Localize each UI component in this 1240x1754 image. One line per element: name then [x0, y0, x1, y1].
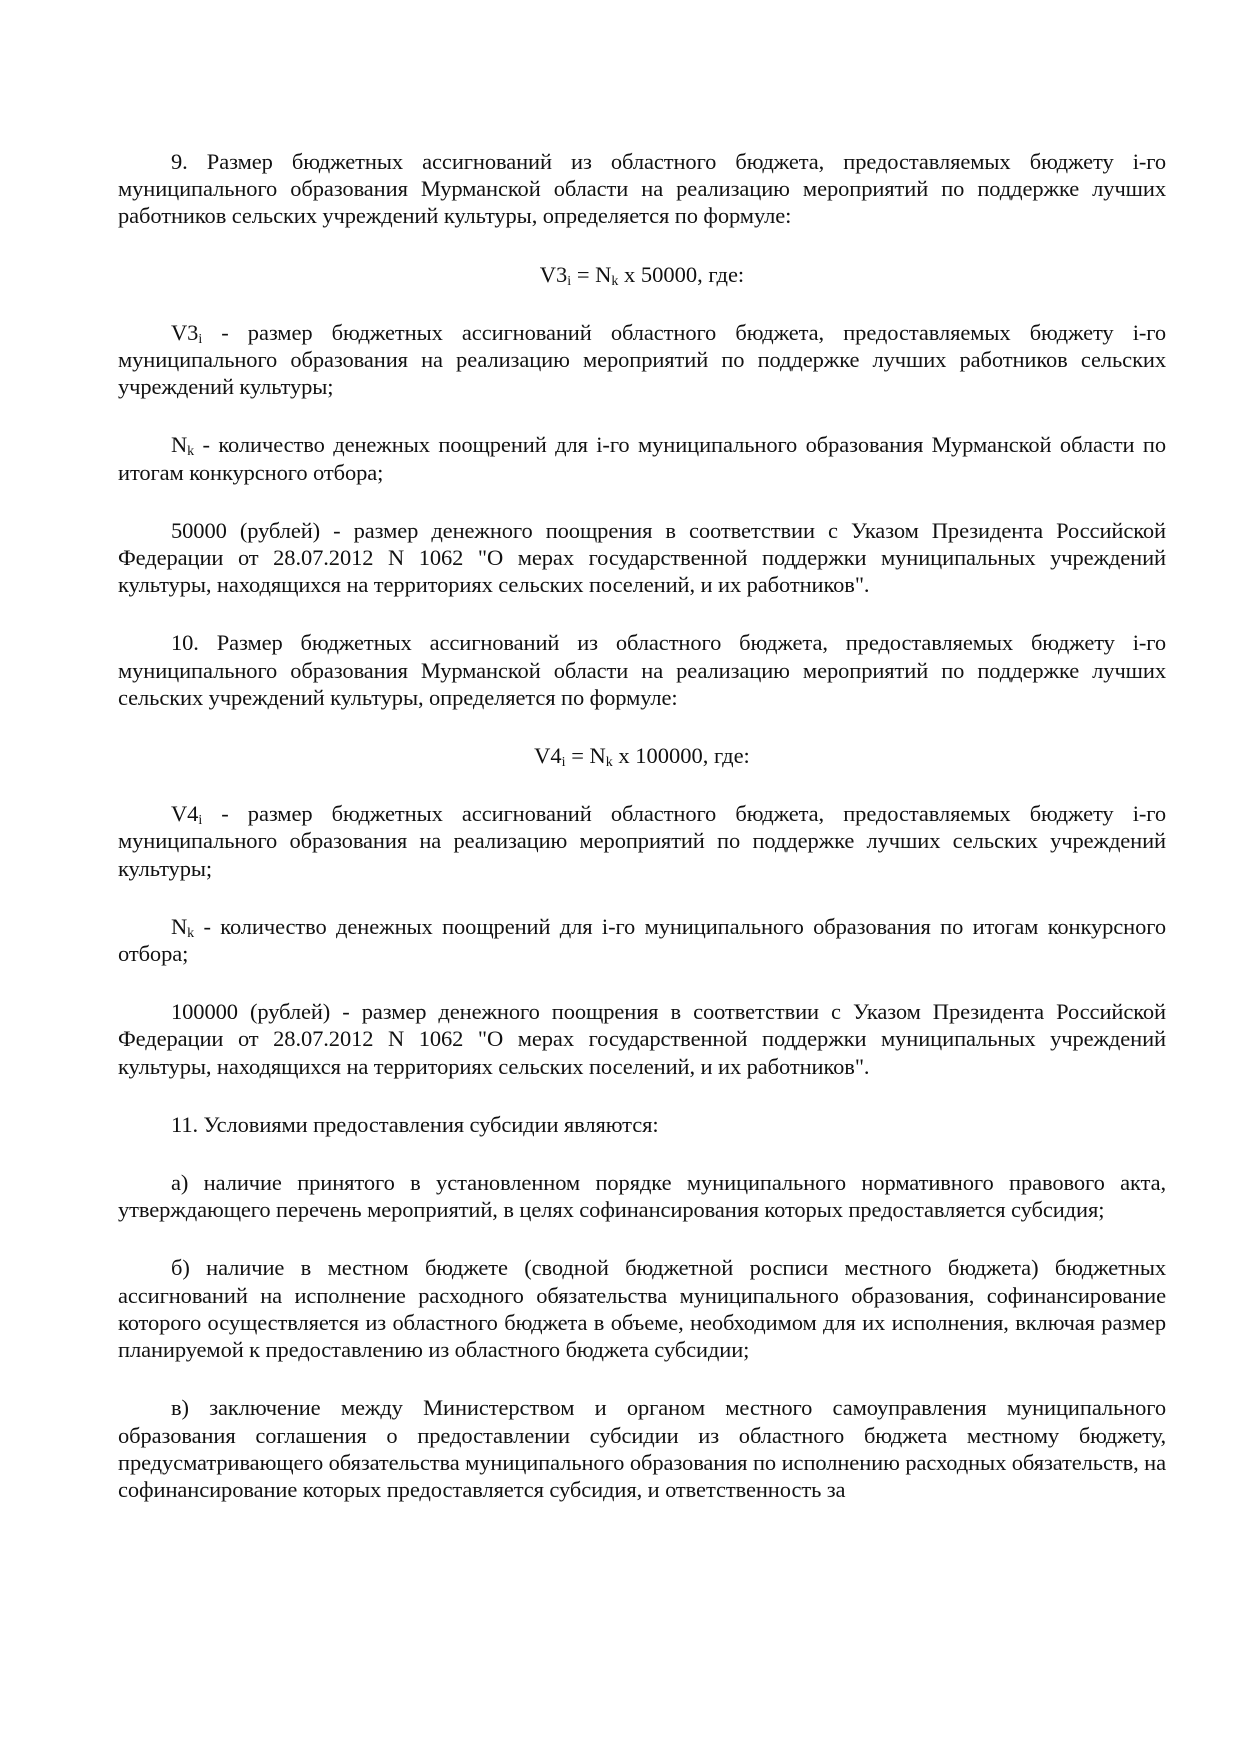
formula-v4-n-subscript: k — [605, 755, 613, 771]
document-page — [118, 148, 1166, 1503]
definition-nk-1 — [118, 431, 1166, 485]
definition-v4 — [118, 800, 1166, 882]
definition-v3-term: V3 — [171, 319, 199, 345]
definition-nk-2-term-subscript: k — [187, 925, 195, 941]
formula-v4-lhs: V4 — [534, 743, 562, 769]
formula-v3-lhs-subscript: i — [567, 273, 572, 289]
definition-nk-2-text: - количество денежных поощрений для i-го муниципального образования по итогам конкурсного отбора; — [118, 913, 1166, 967]
paragraph-11-item-a: а) наличие принятого в установленном порядке муниципального нормативного правового акта, утверждающего перечень мероприятий, в целях софинансирования которых предоставляется субсидия; — [118, 1170, 1166, 1223]
formula-v3 — [118, 261, 1166, 288]
definition-50000: 50000 (рублей) - размер денежного поощрения в соответствии с Указом Президента Российской Федерации от 28.07.2012 N 1062 "О мерах государственной поддержки муниципальных учреждений культуры, находящихся на территориях сельских поселений, и их работников". — [118, 517, 1166, 598]
formula-v4 — [118, 742, 1166, 769]
paragraph-10: 10. Размер бюджетных ассигнований из областного бюджета, предоставляемых бюджету i-го муниципального образования Мурманской области на реализацию мероприятий по поддержке лучших сельских учреждений культуры, определяется по формуле: — [118, 630, 1166, 710]
definition-nk-1-text: - количество денежных поощрений для i-го муниципального образования Мурманской области по итогам конкурсного отбора; — [118, 432, 1166, 485]
definition-nk-1-term: N — [171, 432, 188, 458]
formula-v3-eq: = N — [571, 261, 612, 287]
formula-v3-rhs: x 50000, где: — [618, 261, 745, 287]
formula-v3-lhs: V3 — [539, 261, 568, 287]
paragraph-9: 9. Размер бюджетных ассигнований из областного бюджета, предоставляемых бюджету i-го муниципального образования Мурманской области на реализацию мероприятий по поддержке лучших работников сельских учреждений культуры, определяется по формуле: — [118, 149, 1166, 229]
definition-v4-term: V4 — [171, 801, 199, 827]
formula-v4-rhs: x 100000, где: — [612, 743, 750, 769]
definition-nk-2-term: N — [171, 913, 188, 939]
paragraph-11: 11. Условиями предоставления субсидии являются: — [171, 1111, 659, 1137]
formula-v4-lhs-subscript: i — [561, 755, 566, 771]
formula-v4-eq: = N — [565, 743, 606, 769]
formula-v3-n-subscript: k — [611, 273, 619, 289]
definition-v4-text: - размер бюджетных ассигнований областного бюджета, предоставляемых бюджету i-го муниципального образования на реализацию мероприятий по поддержке лучших сельских учреждений культуры; — [118, 801, 1166, 881]
paragraph-11-item-v: в) заключение между Министерством и органом местного самоуправления муниципального образования соглашения о предоставлении субсидии из областного бюджета местному бюджету, предусматривающего обязательства муниципального образования по исполнению расходных обязательств, на софинансирование которых предоставляется субсидия, и ответственность за — [118, 1395, 1166, 1502]
paragraph-11-item-b: б) наличие в местном бюджете (сводной бюджетной росписи местного бюджета) бюджетных ассигнований на исполнение расходного обязательства муниципального образования, софинансирование которого осуществляется из областного бюджета в объеме, необходимом для их исполнения, включая размер планируемой к предоставлению из областного бюджета субсидии; — [118, 1255, 1166, 1363]
definition-nk-1-term-subscript: k — [187, 444, 195, 460]
definition-100000: 100000 (рублей) - размер денежного поощрения в соответствии с Указом Президента Российской Федерации от 28.07.2012 N 1062 "О мерах государственной поддержки муниципальных учреждений культуры, находящихся на территориях сельских поселений, и их работников". — [118, 999, 1166, 1079]
definition-v4-term-subscript: i — [198, 813, 203, 829]
definition-v3-text: - размер бюджетных ассигнований областного бюджета, предоставляемых бюджету i-го муниципального образования на реализацию мероприятий по поддержке лучших работников сельских учреждений культуры; — [118, 319, 1166, 400]
definition-v3-term-subscript: i — [198, 331, 203, 347]
definition-v3 — [118, 319, 1166, 401]
definition-nk-2 — [118, 913, 1166, 967]
